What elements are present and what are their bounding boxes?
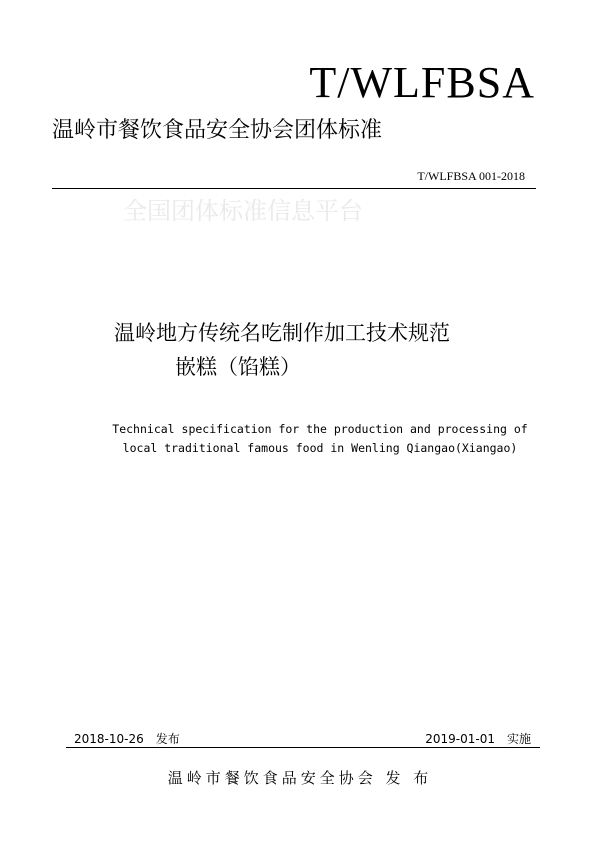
standard-number: T/WLFBSA 001-2018: [417, 169, 525, 183]
publisher: 温岭市餐饮食品安全协会 发 布: [167, 769, 433, 787]
english-title-line1: Technical specification for the production and processing of: [112, 422, 528, 436]
top-divider: [52, 188, 536, 189]
implement-date: 2019-01-01: [425, 732, 495, 746]
implement-date-block: [0, 731, 531, 747]
standard-code: T/WLFBSA: [309, 58, 535, 107]
bottom-divider: [66, 747, 540, 748]
document-title-line2: 嵌糕（馅糕）: [175, 355, 301, 379]
issue-date: 2018-10-26: [74, 732, 144, 746]
implement-label: 实施: [506, 732, 531, 746]
english-title-line2: local traditional famous food in Wenling Qiangao(Xiangao): [122, 441, 518, 455]
organization-title: 温岭市餐饮食品安全协会团体标准: [52, 118, 383, 143]
english-title: [85, 420, 555, 458]
watermark: 全国团体标准信息平台: [123, 197, 363, 225]
document-title-line1: 温岭地方传统名吃制作加工技术规范: [114, 321, 450, 345]
issue-label: 发布: [155, 732, 180, 746]
